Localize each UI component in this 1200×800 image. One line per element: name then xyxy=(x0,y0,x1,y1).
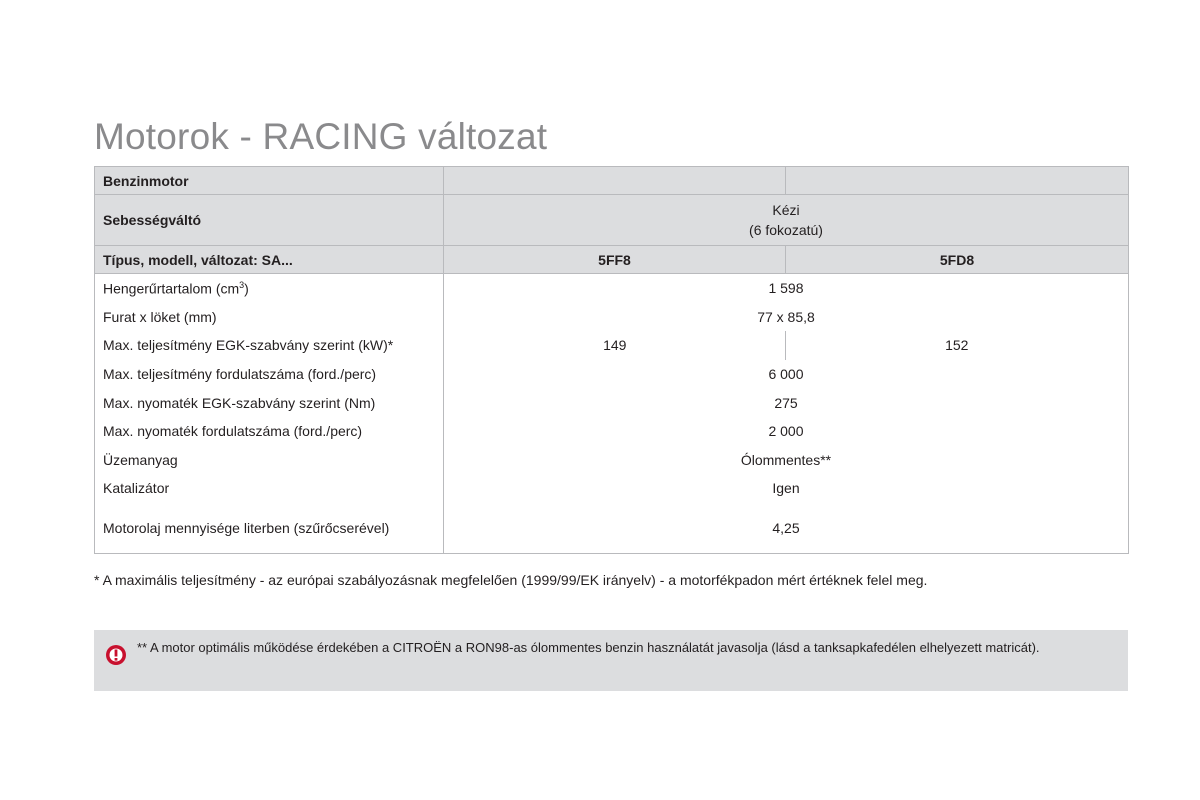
row-label xyxy=(95,274,444,303)
row-label-text: Hengerűrtartalom (cm xyxy=(103,280,240,297)
engine-cell-5ff8 xyxy=(444,167,786,195)
row-label: Motorolaj mennyisége literben (szűrőcserével) xyxy=(95,503,444,554)
table-row xyxy=(95,474,1129,503)
engine-spec-table xyxy=(94,166,1129,554)
variant-5ff8: 5FF8 xyxy=(444,246,786,274)
page-title: Motorok - RACING változat xyxy=(94,116,548,157)
warning-icon xyxy=(105,644,127,666)
row-value-5ff8: 149 xyxy=(444,331,786,360)
row-label-suffix: ) xyxy=(244,280,249,297)
engine-row xyxy=(95,167,1129,195)
engine-label: Benzinmotor xyxy=(95,167,444,195)
row-value: Ólommentes** xyxy=(444,446,1129,475)
row-label-superscript: 3 xyxy=(239,279,245,290)
table-row xyxy=(95,503,1129,554)
row-value: 6 000 xyxy=(444,360,1129,389)
engine-cell-5fd8 xyxy=(786,167,1129,195)
gearbox-label: Sebességváltó xyxy=(95,195,444,246)
row-label: Max. teljesítmény fordulatszáma (ford./perc) xyxy=(95,360,444,389)
row-value-5fd8: 152 xyxy=(786,331,1129,360)
gearbox-row xyxy=(95,195,1129,246)
gearbox-value-gears: (6 fokozatú) xyxy=(749,222,823,238)
table-row xyxy=(95,331,1129,360)
row-value: 275 xyxy=(444,388,1129,417)
row-value: 1 598 xyxy=(444,274,1129,303)
table-row xyxy=(95,388,1129,417)
table-row xyxy=(95,417,1129,446)
row-label: Katalizátor xyxy=(95,474,444,503)
gearbox-value xyxy=(444,195,1129,246)
table-row xyxy=(95,274,1129,303)
fuel-note-box xyxy=(94,630,1128,691)
row-label: Üzemanyag xyxy=(95,446,444,475)
gearbox-value-type: Kézi xyxy=(772,202,800,218)
row-value: 4,25 xyxy=(444,503,1129,554)
table-row xyxy=(95,360,1129,389)
row-value: Igen xyxy=(444,474,1129,503)
table-row xyxy=(95,303,1129,332)
footnote: * A maximális teljesítmény - az európai szabályozásnak megfelelően (1999/99/EK irányelv) - a motorfékpadon mért értéknek felel meg. xyxy=(94,572,928,588)
row-label: Furat x löket (mm) xyxy=(95,303,444,332)
note-text: ** A motor optimális működése érdekében a CITROËN a RON98-as ólommentes benzin használatát javasolja (lásd a tanksapkafedélen elhelyezett matricát). xyxy=(137,640,1040,655)
row-value: 2 000 xyxy=(444,417,1129,446)
table-row xyxy=(95,446,1129,475)
row-value: 77 x 85,8 xyxy=(444,303,1129,332)
row-label: Max. nyomaték EGK-szabvány szerint (Nm) xyxy=(95,388,444,417)
variant-5fd8: 5FD8 xyxy=(786,246,1129,274)
type-row xyxy=(95,246,1129,274)
row-label: Max. teljesítmény EGK-szabvány szerint (kW)* xyxy=(95,331,444,360)
type-label: Típus, modell, változat: SA... xyxy=(95,246,444,274)
row-label: Max. nyomaték fordulatszáma (ford./perc) xyxy=(95,417,444,446)
